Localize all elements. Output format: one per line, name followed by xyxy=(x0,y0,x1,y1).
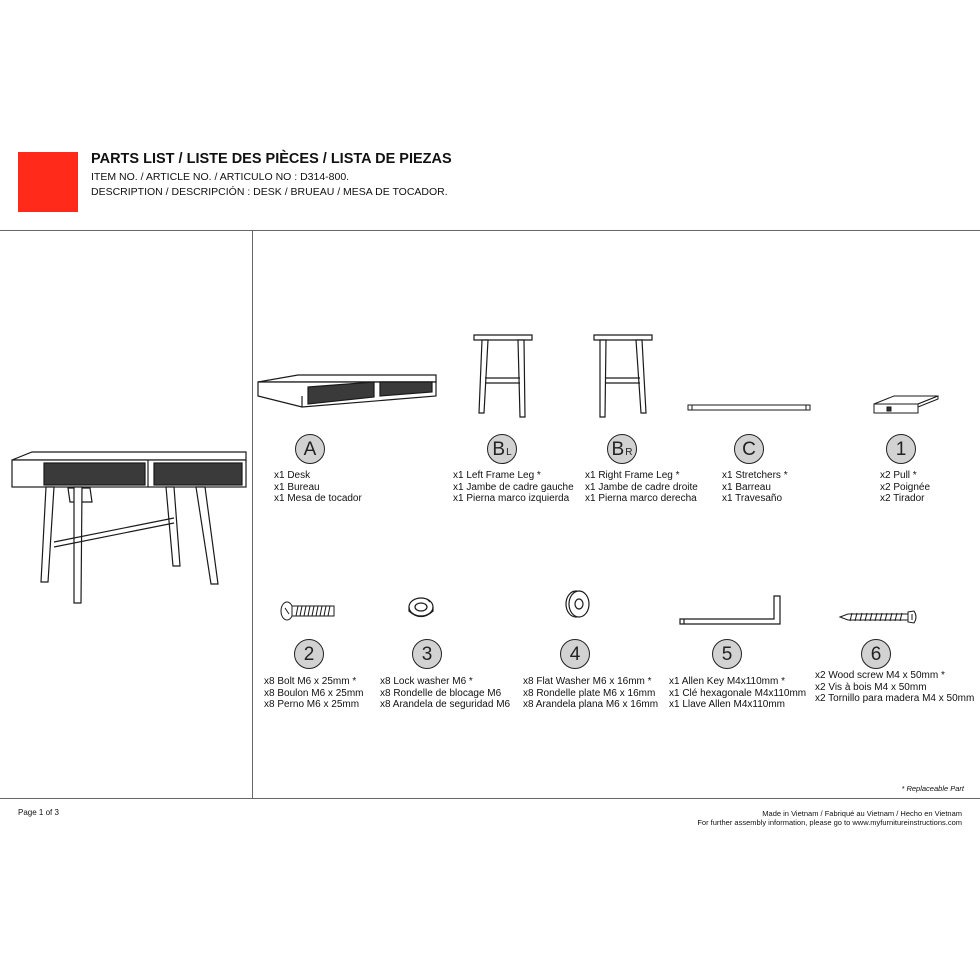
frame-divider xyxy=(252,230,253,798)
part-label-2: 2 xyxy=(294,639,324,669)
part-5-description: x1 Allen Key M4x110mm * x1 Clé hexagonale M4x110mm x1 Llave Allen M4x110mm xyxy=(669,676,807,710)
right-frame-leg-drawing xyxy=(590,333,656,419)
pull-drawing xyxy=(872,394,942,418)
item-number: ITEM NO. / ARTICLE NO. / ARTICULO NO : D314-800. xyxy=(91,171,350,183)
flat-washer-drawing xyxy=(563,590,591,620)
part-1-description: x2 Pull * x2 Poignée x2 Tirador xyxy=(880,470,931,504)
stretcher-drawing xyxy=(686,403,812,413)
part-label-a: A xyxy=(295,434,325,464)
page-number: Page 1 of 3 xyxy=(18,808,59,817)
desk-assembled-drawing xyxy=(10,448,250,610)
part-br-description: x1 Right Frame Leg * x1 Jambe de cadre droite x1 Pierna marco derecha xyxy=(585,470,698,504)
part-bl-description: x1 Left Frame Leg * x1 Jambe de cadre gauche x1 Pierna marco izquierda xyxy=(453,470,574,504)
bolt-drawing xyxy=(280,600,336,622)
desk-top-drawing xyxy=(256,374,438,410)
part-6-description: x2 Wood screw M4 x 50mm * x2 Vis à bois M4 x 50mm x2 Tornillo para madera M4 x 50mm xyxy=(815,670,975,704)
part-label-bl: B L xyxy=(487,434,517,464)
part-2-description: x8 Bolt M6 x 25mm * x8 Boulon M6 x 25mm x8 Perno M6 x 25mm xyxy=(264,676,364,710)
lock-washer-drawing xyxy=(407,594,435,622)
made-in-text: Made in Vietnam / Fabriqué au Vietnam / Hecho en Vietnam xyxy=(762,809,962,818)
replaceable-part-note: * Replaceable Part xyxy=(901,784,964,793)
left-frame-leg-drawing xyxy=(470,333,536,419)
part-label-6: 6 xyxy=(861,639,891,669)
wood-screw-drawing xyxy=(838,609,920,625)
part-label-c: C xyxy=(734,434,764,464)
frame-bottom-rule xyxy=(0,798,980,799)
part-a-description: x1 Desk x1 Bureau x1 Mesa de tocador xyxy=(274,470,362,504)
part-label-3: 3 xyxy=(412,639,442,669)
part-4-description: x8 Flat Washer M6 x 16mm * x8 Rondelle plate M6 x 16mm x8 Arandela plana M6 x 16mm xyxy=(523,676,659,710)
page-title: PARTS LIST / LISTE DES PIÈCES / LISTA DE PIEZAS xyxy=(91,151,452,167)
allen-key-drawing xyxy=(678,594,784,628)
part-label-br: B R xyxy=(607,434,637,464)
part-label-4: 4 xyxy=(560,639,590,669)
part-c-description: x1 Stretchers * x1 Barreau x1 Travesaño xyxy=(722,470,788,504)
item-description: DESCRIPTION / DESCRIPCIÓN : DESK / BRUEAU / MESA DE TOCADOR. xyxy=(91,186,448,198)
part-label-1: 1 xyxy=(886,434,916,464)
part-label-5: 5 xyxy=(712,639,742,669)
assembly-info-link[interactable]: For further assembly information, please go to www.myfurnitureinstructions.com xyxy=(697,818,962,827)
part-3-description: x8 Lock washer M6 * x8 Rondelle de blocage M6 x8 Arandela de seguridad M6 xyxy=(380,676,511,710)
brand-color-block xyxy=(18,152,78,212)
frame-top-rule xyxy=(0,230,980,231)
